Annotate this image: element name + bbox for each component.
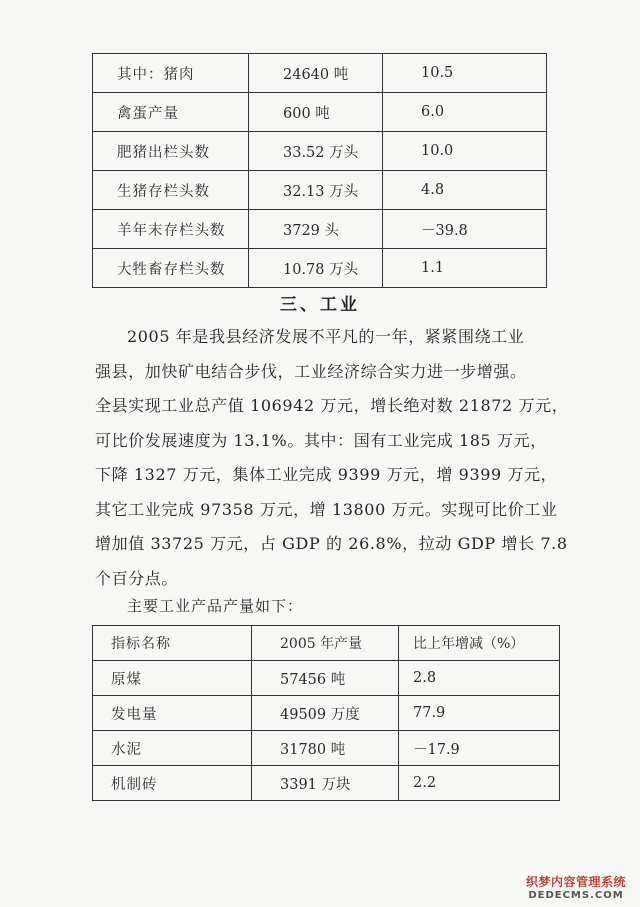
industry-table [92, 625, 560, 801]
paragraph-line: 强县，加快矿电结合步伐，工业经济综合实力进一步增强。 [95, 361, 527, 381]
table-row [93, 766, 560, 801]
header-name: 指标名称 [93, 626, 252, 661]
row-change: 4.8 [383, 171, 547, 210]
paragraph-line: 其它工业完成 97358 万元，增 13800 万元。实现可比价工业 [95, 499, 558, 519]
row-value: 24640 吨 [249, 54, 383, 93]
table-row [93, 661, 560, 696]
row-value: 49509 万度 [252, 696, 399, 731]
row-name: 羊年末存栏头数 [93, 210, 249, 249]
row-name: 其中：猪肉 [93, 54, 249, 93]
row-change: 2.8 [399, 661, 560, 696]
table-header-row [93, 626, 560, 661]
row-value: 3729 头 [249, 210, 383, 249]
row-change: －39.8 [383, 210, 547, 249]
header-value: 2005 年产量 [252, 626, 399, 661]
watermark-en: DEDECMS.COM [528, 890, 624, 901]
row-name: 发电量 [93, 696, 252, 731]
table-row [93, 132, 547, 171]
row-value: 33.52 万头 [249, 132, 383, 171]
site-watermark [520, 873, 632, 901]
row-name: 生猪存栏头数 [93, 171, 249, 210]
row-name: 原煤 [93, 661, 252, 696]
header-change: 比上年增减（%） [399, 626, 560, 661]
paragraph-line: 下降 1327 万元，集体工业完成 9399 万元，增 9399 万元， [95, 465, 558, 484]
section-paragraph [95, 320, 569, 596]
paragraph-line: 可比价发展速度为 13.1%。其中：国有工业完成 185 万元， [95, 430, 547, 450]
row-value: 31780 吨 [252, 731, 399, 766]
row-change: 2.2 [399, 766, 560, 801]
table-row [93, 731, 560, 766]
row-name: 禽蛋产量 [93, 93, 249, 132]
row-change: 1.1 [383, 249, 547, 288]
row-value: 32.13 万头 [249, 171, 383, 210]
row-change: －17.9 [399, 731, 560, 766]
livestock-table [92, 53, 547, 288]
row-name: 机制砖 [93, 766, 252, 801]
row-value: 3391 万块 [252, 766, 399, 801]
paragraph-line: 个百分点。 [95, 568, 179, 588]
table-row [93, 210, 547, 249]
paragraph-line: 全县实现工业总产值 106942 万元，增长绝对数 21872 万元， [95, 396, 569, 415]
row-name: 肥猪出栏头数 [93, 132, 249, 171]
paragraph-line: 2005 年是我县经济发展不平凡的一年，紧紧围绕工业 [127, 327, 525, 346]
table-row [93, 249, 547, 288]
table-row [93, 54, 547, 93]
row-value: 10.78 万头 [249, 249, 383, 288]
table-row [93, 696, 560, 731]
row-value: 57456 吨 [252, 661, 399, 696]
watermark-cn: 织梦内容管理系统 [525, 875, 626, 889]
row-change: 6.0 [383, 93, 547, 132]
row-name: 大牲畜存栏头数 [93, 249, 249, 288]
row-change: 10.0 [383, 132, 547, 171]
paragraph-line: 增加值 33725 万元，占 GDP 的 26.8%，拉动 GDP 增长 7.8 [95, 534, 568, 553]
section-heading: 三、工业 [280, 295, 360, 315]
table-intro: 主要工业产品产量如下： [127, 597, 304, 615]
table-row [93, 171, 547, 210]
row-value: 600 吨 [249, 93, 383, 132]
row-change: 77.9 [399, 696, 560, 731]
row-name: 水泥 [93, 731, 252, 766]
row-change: 10.5 [383, 54, 547, 93]
table-row [93, 93, 547, 132]
